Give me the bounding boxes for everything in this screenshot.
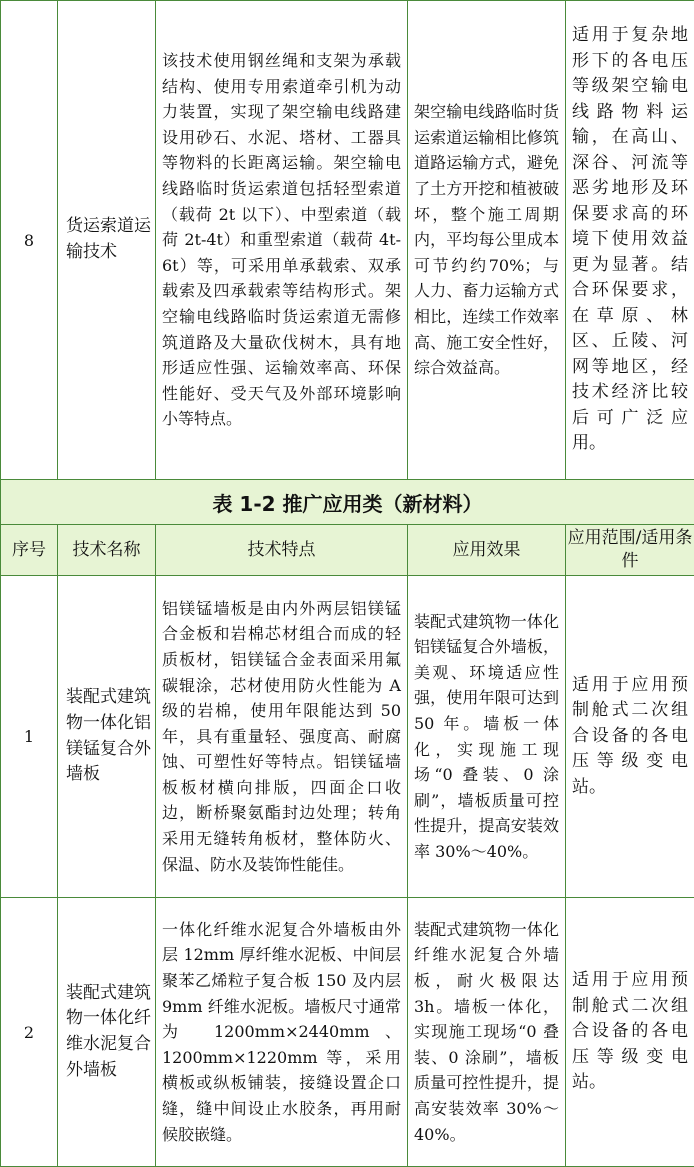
application-effect: 装配式建筑物一体化纤维水泥复合外墙板，耐火极限达 3h。墙板一体化，实现施工现场“0 叠装、0 涂刷”，墙板质量可控性提升，提高安装效率 30%～40%。 bbox=[408, 898, 566, 1167]
technology-features: 该技术使用钢丝绳和支架为承载结构、使用专用索道牵引机为动力装置，实现了架空输电线路建设用砂石、水泥、塔材、工器具等物料的长距离运输。架空输电线路临时货运索道包括轻型索道（载荷 2t 以下）、中型索道（载荷 2t-4t）和重型索道（载荷 4t-6t）等，可采用单承载索、双承载索及四承载索等结构形式。架空输电线路临时货运索道无需修筑道路及大量砍伐树木，具有地形适应性强、运输效率高、环保性能好、受天气及外部环境影响小等特点。 bbox=[156, 1, 408, 480]
row-number: 2 bbox=[1, 898, 58, 1167]
technology-features: 一体化纤维水泥复合外墙板由外层 12mm 厚纤维水泥板、中间层聚苯乙烯粒子复合板 150 及内层 9mm 纤维水泥板。墙板尺寸通常为 1200mm×2440mm、1200mm×1220mm 等，采用横板或纵板铺装，接缝设置企口缝，缝中间设止水胶条，再用耐候胶嵌缝。 bbox=[156, 898, 408, 1167]
table-row bbox=[1, 898, 694, 1167]
header-features: 技术特点 bbox=[156, 525, 408, 576]
row-number: 1 bbox=[1, 576, 58, 898]
table-title-row bbox=[1, 480, 694, 525]
technology-features: 铝镁锰墙板是由内外两层铝镁锰合金板和岩棉芯材组合而成的轻质板材，铝镁锰合金表面采用氟碳辊涂，芯材使用防火性能为 A 级的岩棉，使用年限能达到 50 年，具有重量轻、强度高、耐腐蚀、可塑性好等特点。铝镁锰墙板板材横向排版，四面企口收边，断桥聚氨酯封边处理；转角采用无缝转角板材，整体防火、保温、防水及装饰性能佳。 bbox=[156, 576, 408, 898]
header-effect: 应用效果 bbox=[408, 525, 566, 576]
table-row bbox=[1, 576, 694, 898]
technology-name: 装配式建筑物一体化纤维水泥复合外墙板 bbox=[58, 898, 156, 1167]
table-title: 表 1-2 推广应用类（新材料） bbox=[1, 480, 694, 525]
header-num: 序号 bbox=[1, 525, 58, 576]
application-effect: 架空输电线路临时货运索道运输相比修筑道路运输方式，避免了土方开挖和植被破坏，整个施工周期内，平均每公里成本可节约约70%；与人力、畜力运输方式相比，连续工作效率高、施工安全性好，综合效益高。 bbox=[408, 1, 566, 480]
technology-name: 装配式建筑物一体化铝镁锰复合外墙板 bbox=[58, 576, 156, 898]
application-scope: 适用于应用预制舱式二次组合设备的各电压等级变电站。 bbox=[566, 898, 694, 1167]
application-scope: 适用于应用预制舱式二次组合设备的各电压等级变电站。 bbox=[566, 576, 694, 898]
header-scope: 应用范围/适用条件 bbox=[566, 525, 694, 576]
row-number: 8 bbox=[1, 1, 58, 480]
header-row bbox=[1, 525, 694, 576]
technology-name: 货运索道运输技术 bbox=[58, 1, 156, 480]
application-scope: 适用于复杂地形下的各电压等级架空输电线路物料运输，在高山、深谷、河流等恶劣地形及环保要求高的环境下使用效益更为显著。结合环保要求，在草原、林区、丘陵、河网等地区，经技术经济比较后可广泛应用。 bbox=[566, 1, 694, 480]
table-row bbox=[1, 1, 694, 480]
header-name: 技术名称 bbox=[58, 525, 156, 576]
application-effect: 装配式建筑物一体化铝镁锰复合外墙板，美观、环境适应性强，使用年限可达到 50 年。墙板一体化，实现施工现场“0 叠装、0 涂刷”，墙板质量可控性提升，提高安装效率 30%～40%。 bbox=[408, 576, 566, 898]
